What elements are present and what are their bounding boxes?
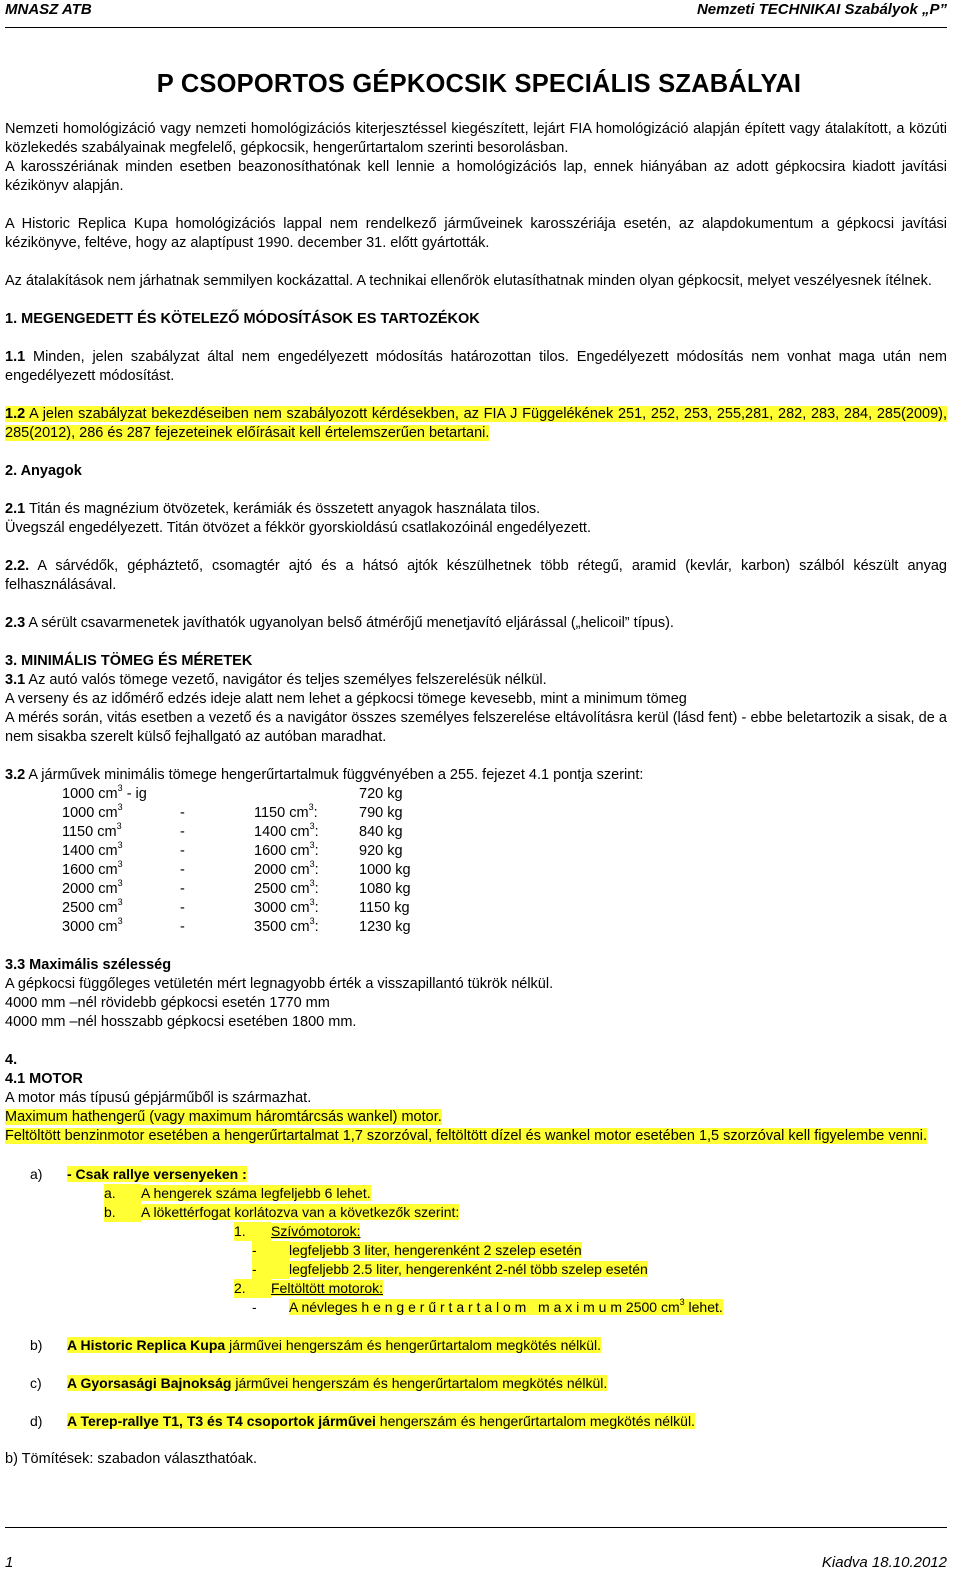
paragraph-1-2: 1.2 A jelen szabályzat bekezdéseiben nem szabályozott kérdésekben, az FIA J Függelékének 251, 252, 253, 255,281, 282, 283, 284, 285(2009), 285(2012), 286 és 287 fejezeteinek előírásait kell értelemszerűen betartani. <box>5 406 947 441</box>
paragraph-3-3c: 4000 mm –nél hosszabb gépkocsi esetében 1800 mm. <box>5 1014 357 1030</box>
list-item: c) A Gyorsasági Bajnokság járművei hengerszám és hengerűrtartalom megkötés nélkül. <box>30 1375 608 1391</box>
cap-from: 3000 $cm^3$ <box>62 916 123 935</box>
cap-weight: 840 kg <box>359 824 403 840</box>
cap-from: 1000 $cm^3$ - ig <box>62 783 147 802</box>
paragraph-3-1: 3.1 Az autó valós tömege vezető, navigátor és teljes személyes felszerelésük nélkül. <box>5 672 547 688</box>
intro-paragraph: Az átalakítások nem járhatnak semmilyen kockázattal. A technikai ellenőrök elutasíthatnak minden olyan gépkocsit, melyet veszélyesnek ítélnek. <box>5 273 932 289</box>
cap-to: 1400 $cm^3$: <box>254 821 319 840</box>
cap-weight: 920 kg <box>359 843 403 859</box>
weight-table <box>62 785 479 937</box>
cap-from: 2000 $cm^3$ <box>62 878 123 897</box>
paragraph-1-1: 1.1 Minden, jelen szabályzat által nem engedélyezett módosítás határozottan tilos. Engedélyezett módosítás nem vonhat maga után nem engedélyezett módosítást. <box>5 349 947 384</box>
page-number: 1 <box>5 1554 14 1571</box>
paragraph-2-2: 2.2. A sárvédők, gépháztető, csomagtér ajtó és a hátsó ajtók készülhetnek több rétegű, aramid (kevlár, karbon) szálból készült anyag felhasználásával. <box>5 558 947 593</box>
paragraph-2-3: 2.3 A sérült csavarmenetek javíthatók ugyanolyan belső átmérőjű menetjavító eljárással („helicoil” típus). <box>5 615 674 631</box>
list-item: a. A hengerek száma legfeljebb 6 lehet. <box>104 1185 371 1201</box>
list-item: b) A Historic Replica Kupa járművei hengerszám és hengerűrtartalom megkötés nélkül. <box>30 1337 602 1353</box>
cap-dash: - <box>180 824 185 840</box>
cap-dash: - <box>180 862 185 878</box>
paragraph-3-1c: A mérés során, vitás esetben a vezető és a navigátor összes személyes felszerelése eltávolításra kerül (lásd fent) - ebbe beletartozik a sisak, de a nem sisakba szerelt külső fejhallgató az autóban maradhat. <box>5 710 947 745</box>
list-item: d) A Terep-rallye T1, T3 és T4 csoportok járművei hengerszám és hengerűrtartalom megkötés nélkül. <box>30 1413 695 1429</box>
cap-to <box>254 785 359 804</box>
cap-weight: 720 kg <box>359 786 403 802</box>
document-page <box>5 0 953 1582</box>
cap-from: 1150 $cm^3$ <box>62 821 122 840</box>
page-header <box>5 0 953 24</box>
list-item: - A névleges h e n g e r ű r t a r t a l o m m a x i m u m 2500 $cm^3$ lehet. <box>252 1297 723 1315</box>
cap-dash: - <box>180 843 185 859</box>
paragraph-3-1b: A verseny és az időmérő edzés ideje alatt nem lehet a gépkocsi tömege kevesebb, mint a minimum tömeg <box>5 691 687 707</box>
cap-to: 2500 $cm^3$: <box>254 878 319 897</box>
seal-paragraph: b) Tömítések: szabadon választhatóak. <box>5 1451 258 1467</box>
list-item: - legfeljebb 2.5 liter, hengerenként 2-nél több szelep esetén <box>252 1261 648 1277</box>
intro-paragraph: Nemzeti homológizáció vagy nemzeti homológizációs kiterjesztéssel kiegészített, lejárt FIA homológizáció alapján épített vagy átalakított, a közúti közlekedés szabályainak megfelelő, gépkocsik, hengerűrtartalom szerinti besorolásban. <box>5 121 947 156</box>
list-item: a) - Csak rallye versenyeken : <box>30 1166 247 1182</box>
intro-paragraph: A Historic Replica Kupa homológizációs lappal nem rendelkező járműveinek karosszériája esetén, az alapdokumentum a gépkocsi javítási kézikönyve, feltéve, hogy az alaptípust 1990. december 31. előtt gyártották. <box>5 216 947 251</box>
cap-to: 3000 $cm^3$: <box>254 897 319 916</box>
table-row <box>62 880 479 899</box>
motor-text: A motor más típusú gépjárműből is származhat. <box>5 1090 312 1106</box>
list-item: 1. Szívómotorok: <box>234 1223 361 1239</box>
cap-dash: - <box>180 805 185 821</box>
subsection-heading: 3.3 Maximális szélesség <box>5 957 172 973</box>
issue-date: Kiadva 18.10.2012 <box>821 1554 947 1571</box>
cap-from: 1600 $cm^3$ <box>62 859 123 878</box>
table-row <box>62 823 479 842</box>
cap-to: 1150 $cm^3$: <box>254 802 318 821</box>
paragraph-2-1b: Üvegszál engedélyezett. Titán ötvözet a fékkör gyorskioldású csatlakozóinál engedélyezett. <box>5 520 591 536</box>
section-heading: 2. Anyagok <box>5 463 82 479</box>
motor-text: Maximum hathengerű (vagy maximum háromtárcsás wankel) motor. <box>5 1109 442 1125</box>
list-item: 2. Feltöltött motorok: <box>234 1280 384 1296</box>
section-heading: 3. MINIMÁLIS TÖMEG ÉS MÉRETEK <box>5 653 253 669</box>
cap-from: 1400 $cm^3$ <box>62 840 123 859</box>
motor-text: Feltöltött benzinmotor esetében a hengerűrtartalmat 1,7 szorzóval, feltöltött dízel és wankel motor esetében 1,5 szorzóval kell figyelembe venni. <box>5 1128 928 1144</box>
page-title: P CSOPORTOS GÉPKOCSIK SPECIÁLIS SZABÁLYAI <box>156 70 802 98</box>
cap-to: 3500 $cm^3$: <box>254 916 319 935</box>
cap-weight: 1230 kg <box>359 919 411 935</box>
list-item: b. A lökettérfogat korlátozva van a következők szerint: <box>104 1204 460 1220</box>
table-row <box>62 804 479 823</box>
cap-dash <box>180 785 254 804</box>
paragraph-3-3a: A gépkocsi függőleges vetületén mért legnagyobb érték a visszapillantó tükrök nélkül. <box>5 976 554 992</box>
paragraph-2-1: 2.1 Titán és magnézium ötvözetek, kerámiák és összetett anyagok használata tilos. <box>5 501 541 517</box>
cap-to: 2000 $cm^3$: <box>254 859 319 878</box>
motor-list <box>5 1165 947 1431</box>
cap-weight: 1000 kg <box>359 862 411 878</box>
header-left: MNASZ ATB <box>5 1 92 18</box>
cap-from: 1000 $cm^3$ <box>62 802 123 821</box>
cap-weight: 1080 kg <box>359 881 411 897</box>
list-item: - legfeljebb 3 liter, hengerenként 2 szelep esetén <box>252 1242 582 1258</box>
paragraph-3-2: 3.2 A járművek minimális tömege hengerűrtartalmuk függvényében a 255. fejezet 4.1 pontja szerint: <box>5 767 644 783</box>
table-row <box>62 918 479 937</box>
cap-weight: 1150 kg <box>359 900 410 916</box>
table-row <box>62 899 479 918</box>
document-body <box>5 120 947 1469</box>
cap-dash: - <box>180 881 185 897</box>
cap-from: 2500 $cm^3$ <box>62 897 123 916</box>
table-row <box>62 785 479 804</box>
section-heading: 4. <box>5 1052 18 1068</box>
paragraph-3-3b: 4000 mm –nél rövidebb gépkocsi esetén 1770 mm <box>5 995 330 1011</box>
subsection-heading: 4.1 MOTOR <box>5 1071 83 1087</box>
table-row <box>62 861 479 880</box>
intro-paragraph: A karosszériának minden esetben beazonosíthatónak kell lennie a homológizációs lap, ennek hiányában az adott gépkocsira kiadott javítási kézikönyv alapján. <box>5 159 947 194</box>
cap-weight: 790 kg <box>359 805 403 821</box>
section-heading: 1. MEGENGEDETT ÉS KÖTELEZŐ MÓDOSÍTÁSOK ES TARTOZÉKOK <box>5 311 480 327</box>
header-rule <box>5 27 947 28</box>
table-row <box>62 842 479 861</box>
header-right: Nemzeti TECHNIKAI Szabályok „P” <box>696 1 947 18</box>
footer-rule <box>5 1527 947 1528</box>
cap-dash: - <box>180 900 185 916</box>
cap-dash: - <box>180 919 185 935</box>
cap-to: 1600 $cm^3$: <box>254 840 319 859</box>
